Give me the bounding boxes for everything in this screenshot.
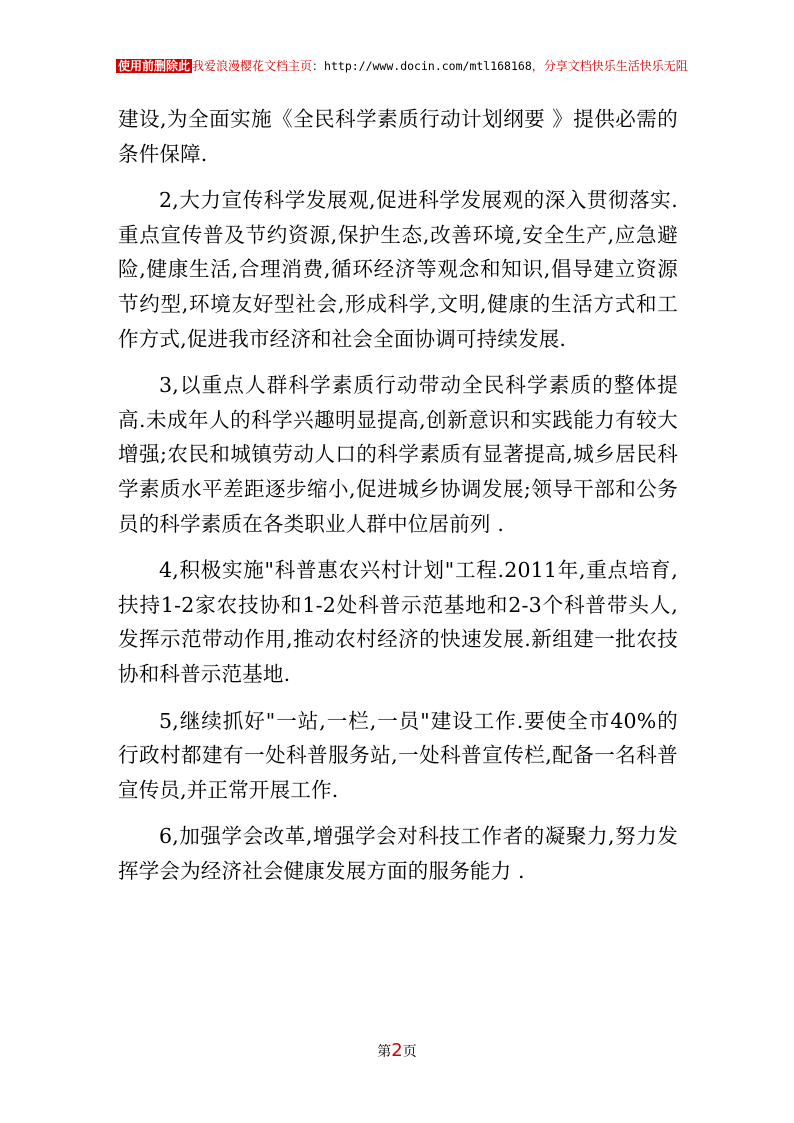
page-prefix: 第 (377, 1044, 392, 1060)
document-body (118, 102, 678, 888)
delete-notice-tag: 使用前删除此 (118, 59, 191, 73)
homepage-url-link[interactable]: http://www.docin.com/mtl168168 (324, 59, 532, 73)
paragraph-item-3: 3,以重点人群科学素质行动带动全民科学素质的整体提高.未成年人的科学兴趣明显提高,创新意识和实践能力有较大增强;农民和城镇劳动人口的科学素质有显著提高,城乡居民科学素质水平差距逐步缩小,促进城乡协调发展;领导干部和公务员的科学素质在各类职业人群中位居前列 . (118, 373, 678, 536)
site-name-link[interactable]: 我爱浪漫樱花文档主页 (192, 59, 313, 73)
url-separator: ： (312, 59, 325, 73)
slogan-text: ，分享文档快乐生活快乐无阻 (531, 59, 688, 73)
paragraph-item-2: 2,大力宣传科学发展观,促进科学发展观的深入贯彻落实.重点宣传普及节约资源,保护生态,改善环境,安全生产,应急避险,健康生活,合理消费,循环经济等观念和知识,倡导建立资源节约型,环境友好型社会,形成科学,文明,健康的生活方式和工作方式,促进我市经济和社会全面协调可持续发展. (118, 188, 678, 351)
paragraph-item-5: 5,继续抓好"一站,一栏,一员"建设工作.要使全市40%的行政村都建有一处科普服务站,一处科普宣传栏,配备一名科普宣传员,并正常开展工作. (118, 708, 678, 802)
header-banner (116, 57, 688, 75)
page-suffix: 页 (402, 1044, 417, 1060)
page-number: 2 (391, 1040, 403, 1061)
paragraph-item-6: 6,加强学会改革,增强学会对科技工作者的凝聚力,努力发挥学会为经济社会健康发展方面的服务能力 . (118, 824, 678, 883)
paragraph-item-4: 4,积极实施"科普惠农兴村计划"工程.2011年,重点培育,扶持1-2家农技协和1-2处科普示范基地和2-3个科普带头人,发挥示范带动作用,推动农村经济的快速发展.新组建一批农技协和科普示范基地. (118, 558, 678, 686)
paragraph-continuation: 建设,为全面实施《全民科学素质行动计划纲要 》提供必需的条件保障. (118, 107, 678, 166)
page-footer (0, 1040, 794, 1061)
